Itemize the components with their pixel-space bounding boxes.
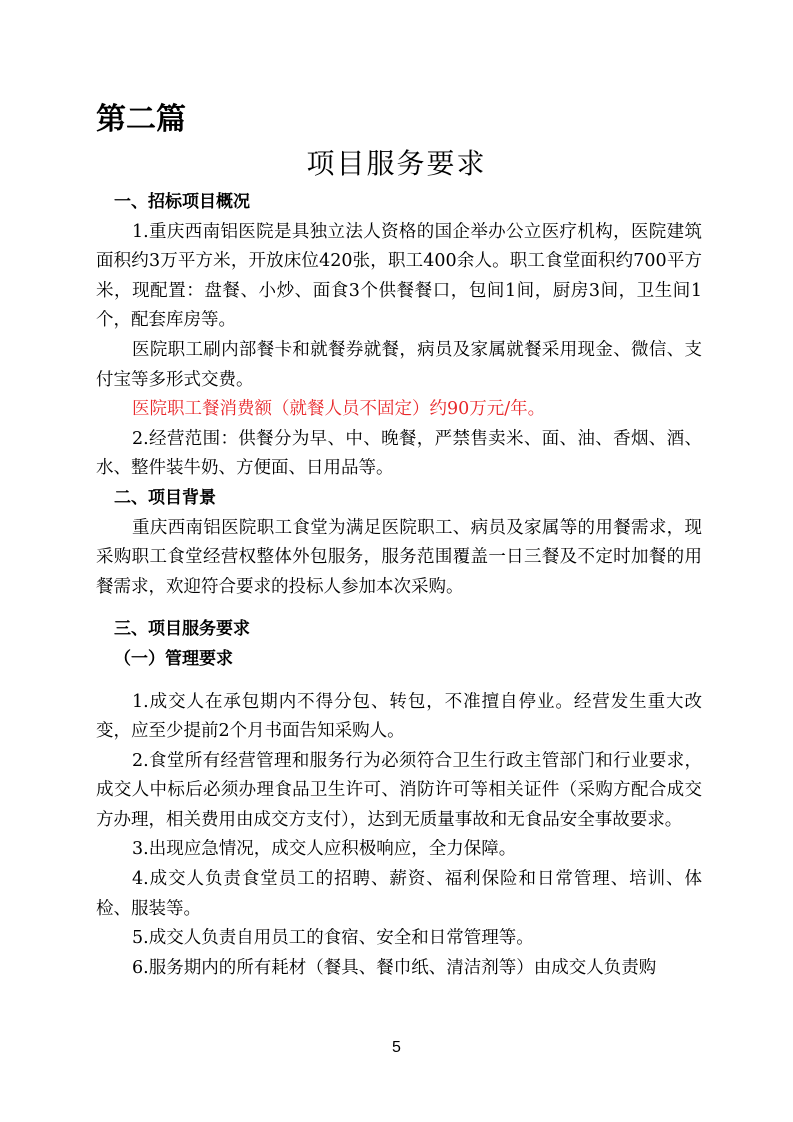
document-body bbox=[96, 188, 702, 983]
subsection-heading-management: （一）管理要求 bbox=[114, 648, 233, 669]
paragraph-overview-1: 1.重庆西南铝医院是具独立法人资格的国企举办公立医疗机构，医院建筑面积约3万平方米，开放床位420张，职工400余人。职工食堂面积约700平方米，现配置：盘餐、小炒、面食3个供餐餐口，包间1间，厨房3间，卫生间1个，配套库房等。 bbox=[96, 221, 702, 331]
section-heading-background: 二、项目背景 bbox=[114, 487, 216, 508]
paragraph-background-1: 重庆西南铝医院职工食堂为满足医院职工、病员及家属等的用餐需求，现采购职工食堂经营权整体外包服务，服务范围覆盖一日三餐及不定时加餐的用餐需求，欢迎符合要求的投标人参加本次采购。 bbox=[96, 517, 702, 597]
requirement-item: 5.成交人负责自用员工的食宿、安全和日常管理等。 bbox=[132, 928, 534, 949]
requirement-item: 6.服务期内的所有耗材（餐具、餐巾纸、清洁剂等）由成交人负责购 bbox=[132, 957, 657, 978]
requirement-item: 1.成交人在承包期内不得分包、转包，不准擅自停业。经营发生重大改变，应至少提前2个月书面告知采购人。 bbox=[96, 691, 702, 742]
part-title: 第二篇 bbox=[96, 102, 186, 137]
main-title: 项目服务要求 bbox=[306, 147, 487, 180]
section-heading-requirements: 三、项目服务要求 bbox=[114, 619, 250, 640]
requirement-item: 2.食堂所有经营管理和服务行为必须符合卫生行政主管部门和行业要求，成交人中标后必须办理食品卫生许可、消防许可等相关证件（采购方配合成交方办理，相关费用由成交方支付），达到无质量事故和无食品安全事故要求。 bbox=[96, 750, 702, 830]
paragraph-overview-2: 医院职工刷内部餐卡和就餐券就餐，病员及家属就餐采用现金、微信、支付宝等多形式交费。 bbox=[96, 339, 702, 390]
section-heading-overview: 一、招标项目概况 bbox=[114, 192, 250, 212]
paragraph-business-scope: 2.经营范围：供餐分为早、中、晚餐，严禁售卖米、面、油、香烟、酒、水、整件装牛奶、方便面、日用品等。 bbox=[96, 428, 702, 479]
highlight-paragraph-budget: 医院职工餐消费额（就餐人员不固定）约90万元/年。 bbox=[132, 399, 546, 420]
page-number: 5 bbox=[392, 1039, 401, 1056]
requirement-item: 4.成交人负责食堂员工的招聘、薪资、福利保险和日常管理、培训、体检、服装等。 bbox=[96, 869, 702, 919]
requirement-item: 3.出现应急情况，成交人应积极响应，全力保障。 bbox=[132, 839, 517, 860]
